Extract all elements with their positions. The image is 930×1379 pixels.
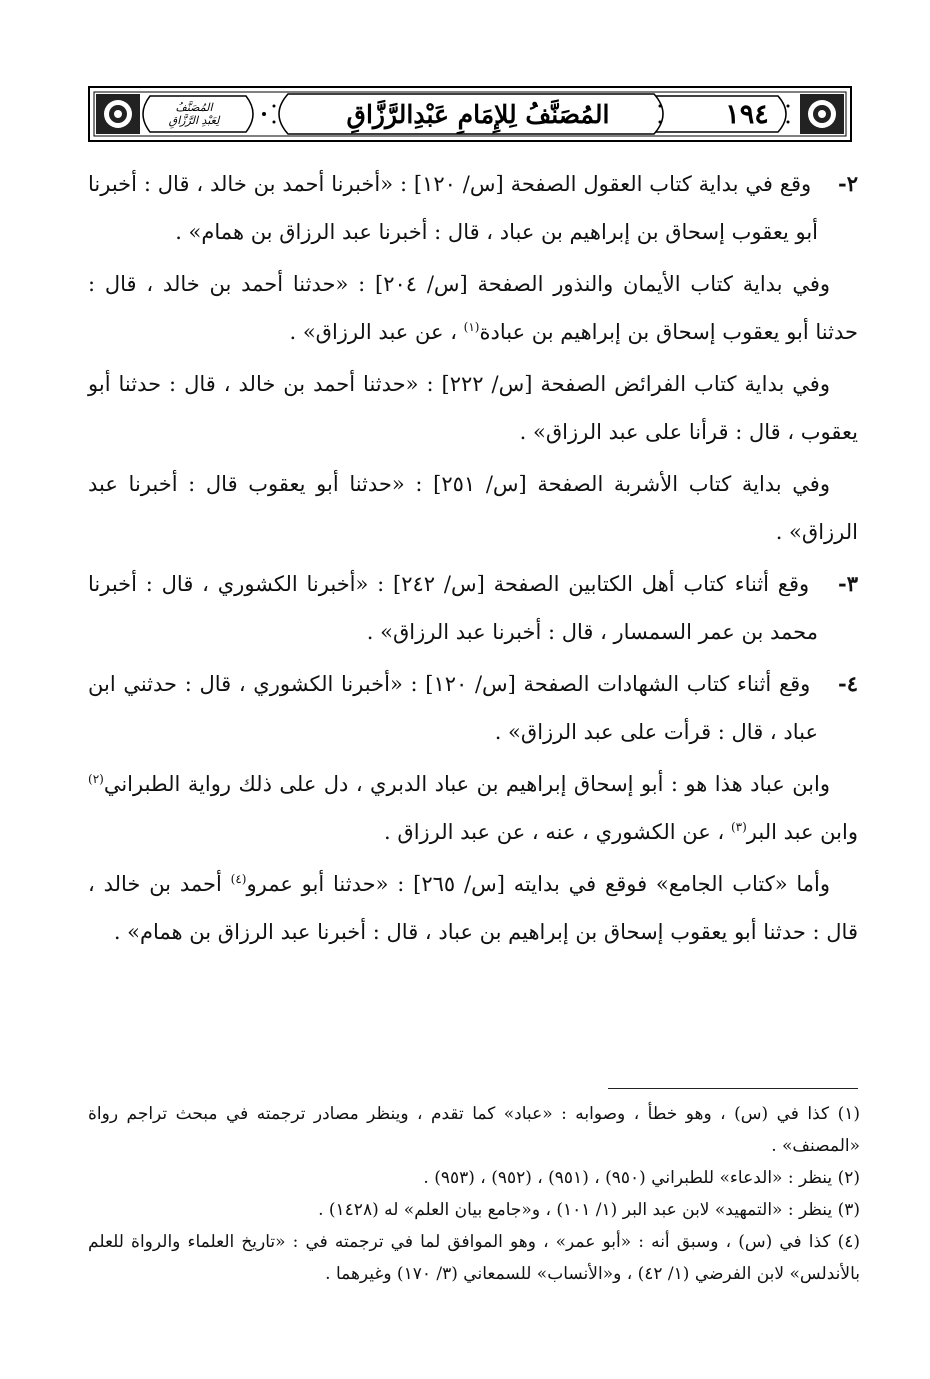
footnote-number: (٣)	[837, 1200, 860, 1220]
footnote-4	[88, 1226, 860, 1290]
page-number: ١٩٤	[725, 98, 769, 130]
item-marker: ٣-	[837, 571, 858, 596]
paragraph-text-cont: أحمد بن خالد ، قال : حدثنا أبو يعقوب إسحاق بن إبراهيم بن عباد ، قال : أخبرنا عبد الرزاق بن همام» .	[88, 872, 858, 944]
item-marker: ٢-	[838, 171, 858, 196]
footnote-number: (٤)	[837, 1232, 860, 1252]
paragraph-iman	[88, 260, 858, 356]
paragraph-2	[88, 160, 858, 256]
footnote-ref-4[interactable]: (٤)	[230, 872, 247, 886]
paragraph-text-cont: وابن عبد البر	[746, 820, 858, 844]
footnote-separator	[608, 1088, 858, 1089]
seal-line-1: المُصَنَّفُ	[175, 101, 213, 114]
paragraph-text-cont: ، عن الكشوري ، عنه ، عن عبد الرزاق .	[384, 820, 725, 844]
paragraph-text: وقع في بداية كتاب العقول الصفحة [س/ ١٢٠] : «أخبرنا أحمد بن خالد ، قال : أخبرنا أبو يعقوب إسحاق بن إبراهيم بن عباد ، قال : أخبرنا عبد الرزاق بن همام» .	[88, 172, 818, 244]
paragraph-text: وفي بداية كتاب الأيمان والنذور الصفحة [س/ ٢٠٤] : «حدثنا أحمد بن خالد ، قال : حدثنا أبو يعقوب إسحاق بن إبراهيم بن عبادة	[88, 272, 858, 344]
footnote-2	[88, 1162, 860, 1194]
footnote-ref-2[interactable]: (٢)	[88, 772, 104, 786]
main-text	[88, 160, 858, 960]
item-marker: ٤-	[837, 671, 858, 696]
footnote-text: ينظر : «الدعاء» للطبراني (٩٥٠) ، (٩٥١) ، (٩٥٢) ، (٩٥٣) .	[423, 1168, 833, 1188]
paragraph-text-cont: ، عن عبد الرزاق» .	[289, 320, 457, 344]
paragraph-faraid	[88, 360, 858, 456]
paragraph-ashriba	[88, 460, 858, 556]
paragraph-text: وابن عباد هذا هو : أبو إسحاق إبراهيم بن عباد الدبري ، دل على ذلك رواية الطبراني	[103, 772, 830, 796]
paragraph-3	[88, 560, 858, 656]
left-ornament-icon	[96, 94, 140, 134]
running-title: المُصَنَّفُ لِلإِمَامِ عَبْدِالرَّزَّاقِ	[346, 99, 610, 129]
footnote-number: (١)	[837, 1104, 860, 1124]
footnotes	[88, 1098, 860, 1290]
paragraph-jami	[88, 860, 858, 956]
paragraph-text: وقع أثناء كتاب الشهادات الصفحة [س/ ١٢٠] : «أخبرنا الكشوري ، قال : حدثني ابن عباد ، قال : قرأت على عبد الرزاق» .	[88, 672, 818, 744]
seal-line-2: لِعَبْدِ الرَّزَّاقِ	[168, 114, 220, 127]
paragraph-text: وأما «كتاب الجامع» فوقع في بدايته [س/ ٢٦٥] : «حدثنا أبو عمرو	[246, 872, 830, 896]
paragraph-ibn-abbad	[88, 760, 858, 856]
footnote-ref-3[interactable]: (٣)	[730, 820, 747, 834]
footnote-text: ينظر : «التمهيد» لابن عبد البر (١/ ١٠١) ، و«جامع بيان العلم» له (١٤٢٨) .	[318, 1200, 833, 1220]
paragraph-text: وفي بداية كتاب الأشربة الصفحة [س/ ٢٥١] : «حدثنا أبو يعقوب قال : أخبرنا عبد الرزاق» .	[88, 472, 858, 544]
page-header	[88, 86, 852, 142]
paragraph-text: وقع أثناء كتاب أهل الكتابين الصفحة [س/ ٢٤٢] : «أخبرنا الكشوري ، قال : أخبرنا محمد بن عمر السمسار ، قال : أخبرنا عبد الرزاق» .	[88, 572, 818, 644]
paragraph-text: وفي بداية كتاب الفرائض الصفحة [س/ ٢٢٢] : «حدثنا أحمد بن خالد ، قال : حدثنا أبو يعقوب ، قال : قرأنا على عبد الرزاق» .	[88, 372, 858, 444]
footnote-ref-1[interactable]: (١)	[463, 320, 480, 334]
footnote-3	[88, 1194, 860, 1226]
paragraph-4	[88, 660, 858, 756]
footnote-number: (٢)	[837, 1168, 860, 1188]
footnote-text: كذا في (س) ، وهو خطأ ، وصوابه : «عباد» كما تقدم ، وينظر مصادر ترجمته في مبحث تراجم رواة «المصنف» .	[88, 1104, 860, 1156]
footnote-1	[88, 1098, 860, 1162]
footnote-text: كذا في (س) ، وسبق أنه : «أبو عمر» ، وهو الموافق لما في ترجمته في : «تاريخ العلماء والرواة للعلم بالأندلس» لابن الفرضي (١/ ٤٢) ، و«الأنساب» للسمعاني (٣/ ١٧٠) وغيرهما .	[88, 1232, 860, 1284]
book-seal	[144, 92, 244, 136]
